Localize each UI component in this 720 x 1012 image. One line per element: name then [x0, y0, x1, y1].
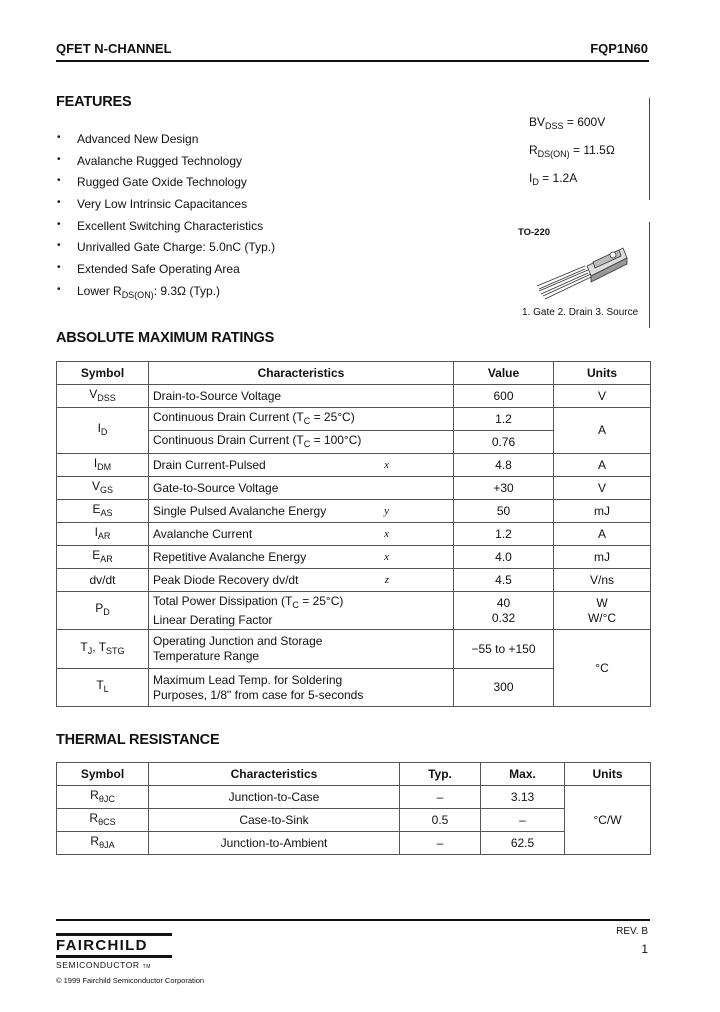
table-row [57, 408, 651, 431]
char-cell: Total Power Dissipation $(T_C = 25^\circ C)$ Linear Derating Factor [149, 592, 454, 630]
table-row [57, 546, 651, 569]
char-cell: Gate-to-Source Voltage [149, 477, 454, 500]
logo-bar-bottom [56, 955, 172, 958]
char-cell: Repetitive Avalanche Energy x [149, 546, 454, 569]
char-cell: Drain Current-Pulsed x [149, 454, 454, 477]
symbol-cell: $V_{GS}$ [57, 477, 149, 500]
header-right: FQP1N60 [590, 41, 648, 56]
note-marker: x [384, 550, 389, 563]
unit-cell: °C [554, 630, 651, 707]
symbol-cell: $T_L$ [57, 669, 149, 707]
col-header: Symbol [57, 763, 149, 786]
feature-item: • Very Low Intrinsic Capacitances [57, 197, 477, 219]
unit-cell: A [554, 454, 651, 477]
char-cell: Drain-to-Source Voltage [149, 385, 454, 408]
max-cell: 62.5 [481, 832, 565, 855]
char-cell: Junction-to-Case [149, 786, 400, 809]
fairchild-logo: FAIRCHILD [56, 937, 148, 954]
spec-id: $I_D = 1.2A$ [529, 171, 578, 187]
value-cell: 0.76 [454, 431, 554, 454]
note-marker: y [384, 504, 389, 517]
symbol-cell: $I_D$ [57, 408, 149, 454]
table-row [57, 569, 651, 592]
spec-bvdss: $BV_{DSS} = 600V$ [529, 115, 606, 131]
max-cell: – [481, 809, 565, 832]
char-cell: Maximum Lead Temp. for Soldering Purposes, 1/8" from case for 5-seconds [149, 669, 454, 707]
char-cell: Case-to-Sink [149, 809, 400, 832]
value-cell: 1.2 [454, 408, 554, 431]
feature-item: • Unrivalled Gate Charge: 5.0nC (Typ.) [57, 240, 477, 262]
unit-cell: °C/W [565, 786, 651, 855]
note-marker: x [384, 527, 389, 540]
copyright: © 1999 Fairchild Semiconductor Corporation [56, 976, 205, 985]
amr-table [56, 361, 651, 707]
value-cell: 4.5 [454, 569, 554, 592]
logo-bar-top [56, 933, 172, 936]
typ-cell: – [400, 832, 481, 855]
char-cell: Junction-to-Ambient [149, 832, 400, 855]
table-row [57, 592, 651, 630]
unit-cell: V/ns [554, 569, 651, 592]
col-header: Units [554, 362, 651, 385]
header-left: QFET N-CHANNEL [56, 41, 172, 56]
table-row [57, 809, 651, 832]
table-header-row [57, 763, 651, 786]
col-header: Units [565, 763, 651, 786]
symbol-cell: $R_{\theta CS}$ [57, 809, 149, 832]
unit-cell: W W/°C [554, 592, 651, 630]
col-header: Characteristics [149, 362, 454, 385]
feature-item: • Avalanche Rugged Technology [57, 154, 477, 176]
char-cell: Single Pulsed Avalanche Energy y [149, 500, 454, 523]
unit-cell: V [554, 385, 651, 408]
col-header: Value [454, 362, 554, 385]
value-cell: 40 0.32 [454, 592, 554, 630]
unit-cell: mJ [554, 500, 651, 523]
value-cell: 300 [454, 669, 554, 707]
col-header: Symbol [57, 362, 149, 385]
value-cell: +30 [454, 477, 554, 500]
typ-cell: 0.5 [400, 809, 481, 832]
table-row [57, 477, 651, 500]
char-cell: Continuous Drain Current $(T_C = 100^\circ C)$ [149, 431, 454, 454]
table-row [57, 630, 651, 669]
col-header: Typ. [400, 763, 481, 786]
char-cell: Avalanche Current x [149, 523, 454, 546]
amr-title: ABSOLUTE MAXIMUM RATINGS [56, 330, 275, 346]
note-marker: x [384, 458, 389, 471]
table-row [57, 454, 651, 477]
symbol-cell: $T_J$, $T_{STG}$ [57, 630, 149, 669]
to220-package-image [535, 244, 630, 302]
unit-cell: mJ [554, 546, 651, 569]
char-cell: Operating Junction and Storage Temperature Range [149, 630, 454, 669]
symbol-cell: $P_D$ [57, 592, 149, 630]
typ-cell: – [400, 786, 481, 809]
header-rule [56, 60, 649, 62]
value-cell: −55 to +150 [454, 630, 554, 669]
table-row [57, 500, 651, 523]
page-number: 1 [641, 942, 648, 956]
features-list [57, 132, 477, 306]
unit-cell: A [554, 523, 651, 546]
feature-item: • Rugged Gate Oxide Technology [57, 175, 477, 197]
symbol-cell: $V_{DSS}$ [57, 385, 149, 408]
value-cell: 4.8 [454, 454, 554, 477]
symbol-cell: dv/dt [57, 569, 149, 592]
value-cell: 1.2 [454, 523, 554, 546]
unit-cell: A [554, 408, 651, 454]
symbol-cell: $R_{\theta JA}$ [57, 832, 149, 855]
char-cell: Peak Diode Recovery dv/dt z [149, 569, 454, 592]
unit-cell: V [554, 477, 651, 500]
feature-item: • Extended Safe Operating Area [57, 262, 477, 284]
max-cell: 3.13 [481, 786, 565, 809]
value-cell: 4.0 [454, 546, 554, 569]
feature-item: • Lower $R_{DS(ON)}$: 9.3Ω (Typ.) [57, 284, 477, 306]
logo-subtitle: SEMICONDUCTOR TM [56, 960, 152, 970]
footer-rule [56, 919, 650, 921]
table-row [57, 523, 651, 546]
char-cell: Continuous Drain Current $(T_C = 25^\circ C)$ [149, 408, 454, 431]
col-header: Max. [481, 763, 565, 786]
thermal-table [56, 762, 651, 855]
symbol-cell: $I_{DM}$ [57, 454, 149, 477]
feature-item: • Excellent Switching Characteristics [57, 219, 477, 241]
symbol-cell: $R_{\theta JC}$ [57, 786, 149, 809]
package-name: TO-220 [518, 227, 551, 238]
feature-item: • Advanced New Design [57, 132, 477, 154]
table-row [57, 786, 651, 809]
table-row [57, 385, 651, 408]
note-marker: z [384, 573, 389, 586]
col-header: Characteristics [149, 763, 400, 786]
table-header-row [57, 362, 651, 385]
features-title: FEATURES [56, 94, 132, 110]
package-pins: 1. Gate 2. Drain 3. Source [522, 307, 639, 318]
symbol-cell: $I_{AR}$ [57, 523, 149, 546]
value-cell: 600 [454, 385, 554, 408]
thermal-title: THERMAL RESISTANCE [56, 732, 220, 748]
value-cell: 50 [454, 500, 554, 523]
spec-rdson: $R_{DS(ON)} = 11.5\Omega$ [529, 143, 615, 159]
symbol-cell: $E_{AR}$ [57, 546, 149, 569]
table-row [57, 832, 651, 855]
symbol-cell: $E_{AS}$ [57, 500, 149, 523]
revision: REV. B [616, 926, 648, 937]
